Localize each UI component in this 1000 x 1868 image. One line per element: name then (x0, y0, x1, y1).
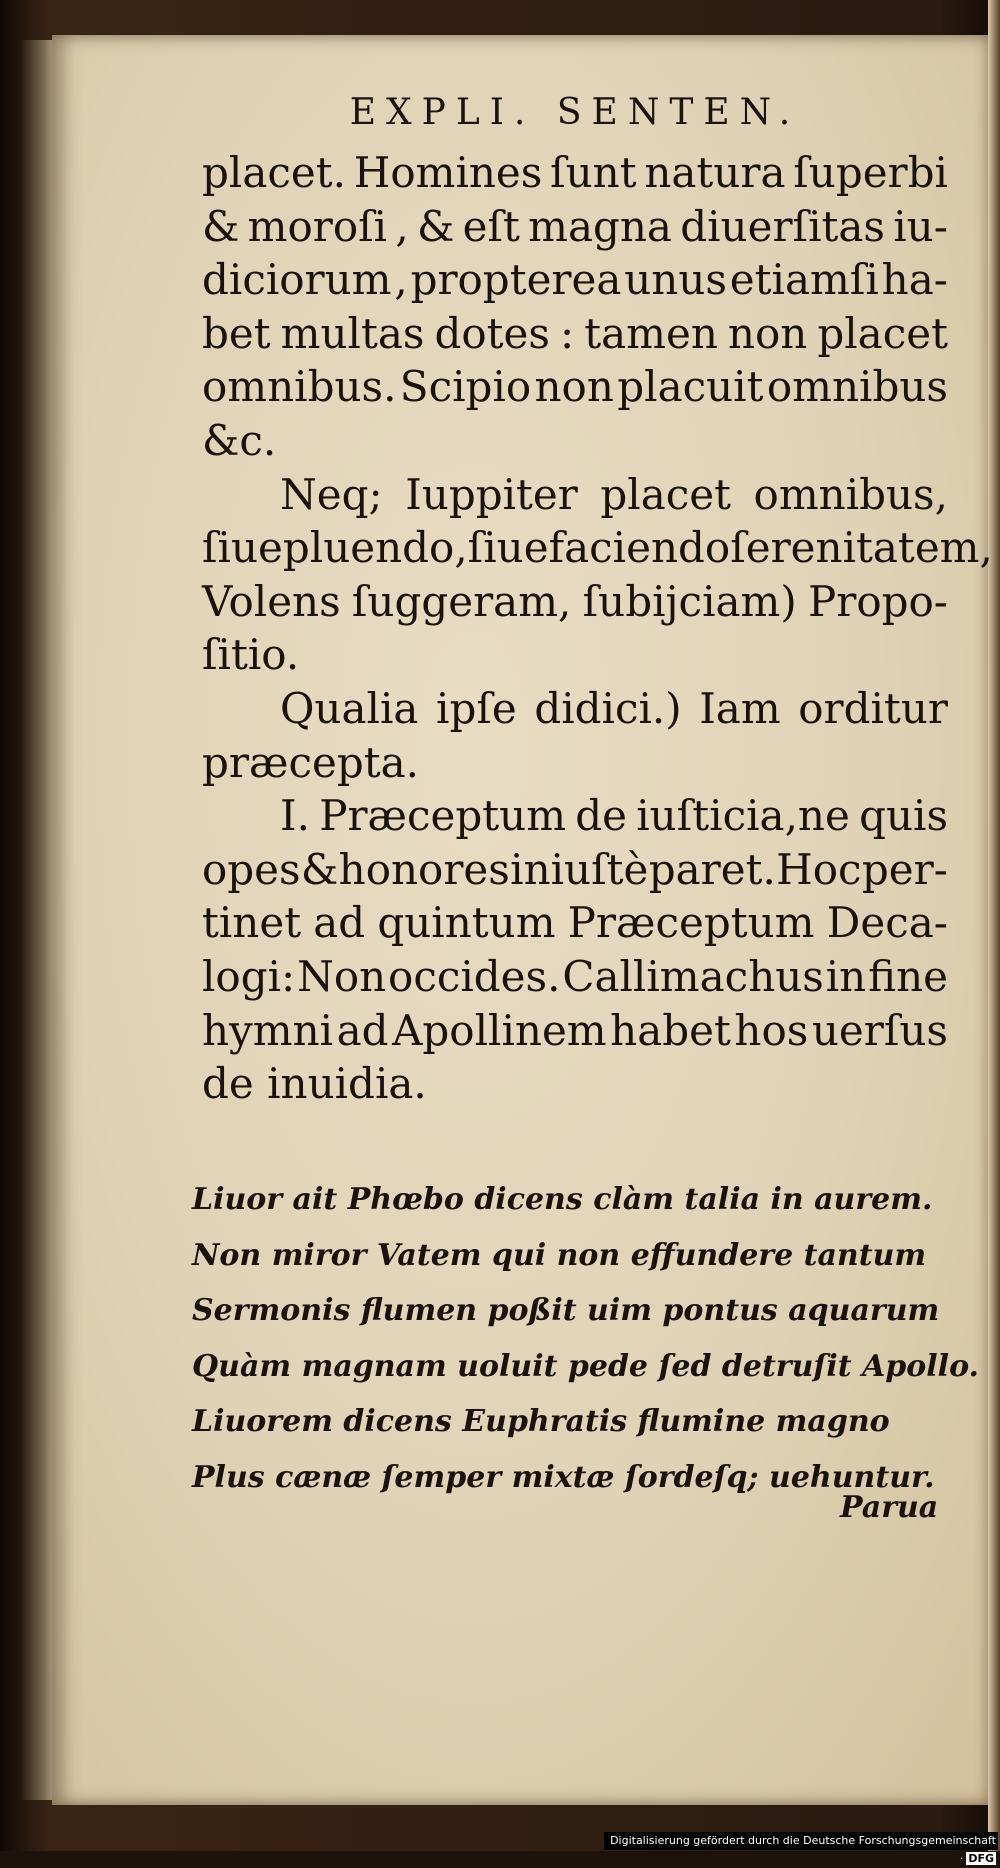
verse-line: Sermonis flumen poßit uim pontus aquarum (192, 1293, 940, 1328)
text-line: logi: Non occides. Callimachus in fine (202, 951, 948, 1001)
page-right-edge (988, 0, 1000, 1851)
text-line: bet multas dotes : tamen non placet (202, 308, 948, 358)
text-line: ſiue pluendo,ſiue faciendo ſerenitatem, (202, 523, 993, 573)
text-line: diciorum , propterea unus etiamſi ha- (202, 255, 948, 305)
footer-text: Digitalisierung gefördert durch die Deutsche Forschungsgemeinschaft · (610, 1834, 996, 1865)
text-line: præcepta. (202, 737, 419, 787)
text-line: tinet ad quintum Præceptum Deca- (202, 898, 948, 948)
text-line: &c. (202, 415, 277, 465)
catchword: Parua (840, 1490, 939, 1525)
dfg-logo: DFG (968, 1852, 994, 1865)
text-line: Volens ſuggeram, ſubijciam) Propo- (202, 576, 948, 626)
verse-line: Plus cænæ ſemper mixtæ ſordeſq; uehuntur. (192, 1459, 935, 1495)
text-line: ſitio. (202, 630, 300, 680)
verse-block (192, 1172, 980, 1505)
prose-block (202, 146, 993, 1111)
verse-line: Non miror Vatem qui non effundere tantum (192, 1237, 927, 1273)
page-text (202, 88, 993, 1111)
text-line: opes & honores iniuſtè paret. Hoc per- (202, 844, 948, 894)
text-line: Neq; Iuppiter placet omnibus, (280, 469, 948, 519)
text-line: I. Præceptum de iuſticia,ne quis (280, 791, 948, 841)
text-line: omnibus. Scipio non placuit omnibus (202, 362, 948, 412)
text-line: hymni ad Apollinem habet hos uerſus (202, 1005, 948, 1055)
running-head: EXPLI. SENTEN. (349, 92, 801, 133)
verse-line: Quàm magnam uoluit pede ſed detruſit Apollo. (192, 1348, 980, 1384)
text-line: Qualia ipſe didici.) Iam orditur (280, 683, 948, 733)
text-line: & moroſi , & eſt magna diuerſitas iu- (202, 201, 948, 251)
text-line: placet. Homines ſunt natura ſuperbi (202, 148, 948, 197)
verse-line: Liuor ait Phœbo dicens clàm talia in aurem. (192, 1182, 933, 1217)
digitization-footer (604, 1832, 998, 1865)
verse-line: Liuorem dicens Euphratis flumine magno (192, 1404, 890, 1439)
text-line: de inuidia. (202, 1059, 427, 1109)
